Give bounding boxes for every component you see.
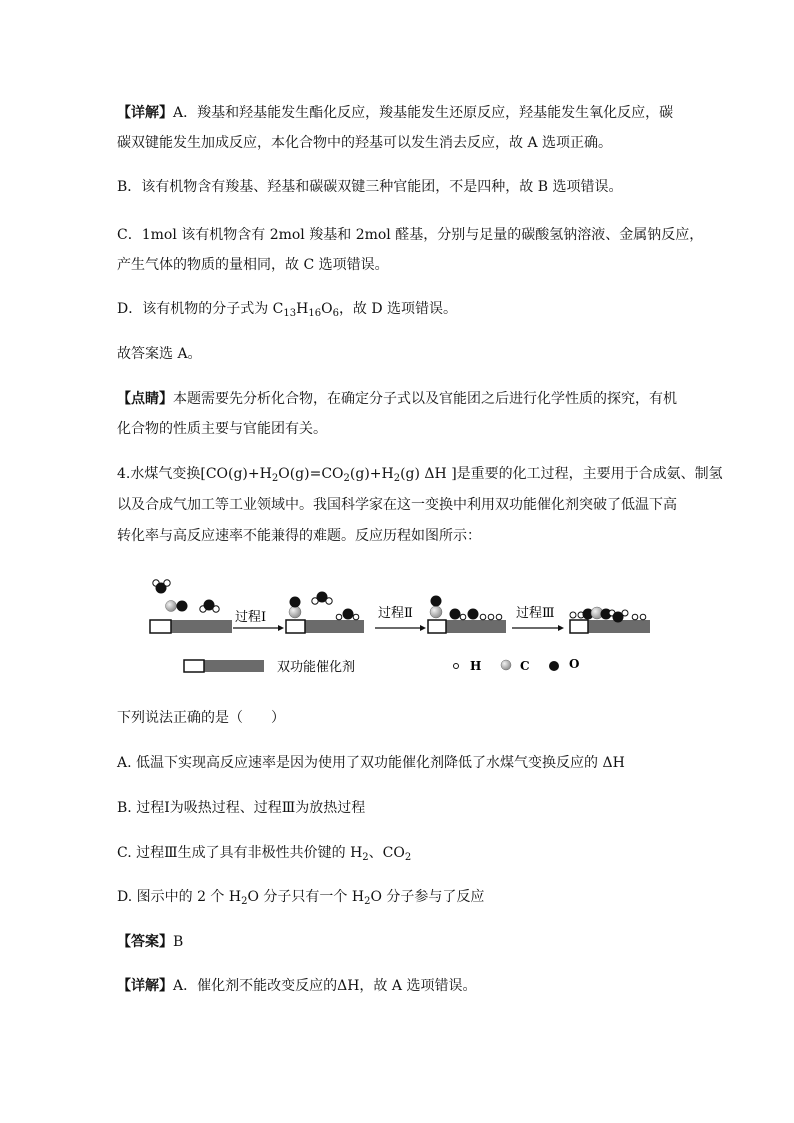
option-b: B. 过程Ⅰ为吸热过程、过程Ⅲ为放热过程 xyxy=(117,800,366,816)
answer-tag: 【答案】 xyxy=(117,934,173,950)
answer-summary: 故答案选 A。 xyxy=(117,346,202,362)
legend-h-label: H xyxy=(470,659,482,673)
option-d: D. 图示中的 2 个 $H_2O$ 分子只有一个 $H_2O$ 分子参与了反应 xyxy=(117,889,485,907)
detail-b-line: 【详解】A．催化剂不能改变反应的ΔH，故 A 选项错误。 xyxy=(117,978,477,994)
option-c-analysis-line-2: 产生气体的物质的量相同，故 C 选项错误。 xyxy=(117,257,389,273)
water-molecule xyxy=(153,580,170,594)
legend-catalyst-label: 双功能催化剂 xyxy=(277,660,356,675)
stage-1 xyxy=(150,580,232,633)
stage-4 xyxy=(570,607,650,633)
option-a: A. 低温下实现高反应速率是因为使用了双功能催化剂降低了水煤气变换反应的 ΔH xyxy=(117,755,625,771)
reaction-mechanism-diagram xyxy=(140,574,660,678)
option-c-analysis-line-1: C．1mol 该有机物含有 2mol 羧基和 2mol 醛基，分别与足量的碳酸氢钠溶液、金属钠反应， xyxy=(117,227,704,243)
detail-a-line-2: 碳双键能发生加成反应，本化合物中的羟基可以发生消去反应，故 A 选项正确。 xyxy=(117,135,613,151)
water-molecule xyxy=(312,592,332,605)
question-4-line-3: 转化率与高反应速率不能兼得的难题。反应历程如图所示： xyxy=(117,528,481,544)
option-c: C. 过程Ⅲ生成了具有非极性共价键的 $H_2$、$CO_2$ xyxy=(117,845,412,863)
co-molecule xyxy=(166,601,188,612)
comment-line-1: 【点睛】本题需要先分析化合物，在确定分子式以及官能团之后进行化学性质的探究，有机 xyxy=(117,391,677,407)
legend-o-swatch xyxy=(549,661,559,671)
question-4-line-1: 4.水煤气变换[$CO(g)+H_2O(g)=CO_2(g)+H_2(g)$ ΔH ]是重要的化工过程，主要用于合成氨、制氢 xyxy=(117,466,723,484)
legend-o-label: O xyxy=(569,657,580,671)
process-3-label: 过程Ⅲ xyxy=(516,606,555,621)
comment-line-2: 化合物的性质主要与官能团有关。 xyxy=(117,421,327,437)
answer-line xyxy=(117,933,183,951)
legend xyxy=(184,657,579,675)
detail-tag: 【详解】 xyxy=(117,105,173,121)
detail-a-line-1: 【详解】A．羧基和羟基能发生酯化反应，羧基能发生还原反应，羟基能发生氧化反应，碳 xyxy=(117,105,674,121)
comment-tag: 【点睛】 xyxy=(117,391,173,407)
stage-3 xyxy=(428,596,506,634)
legend-c-label: C xyxy=(520,659,530,673)
process-2-label: 过程Ⅱ xyxy=(378,606,413,621)
answer-value: B xyxy=(173,934,184,950)
detail-tag: 【详解】 xyxy=(117,978,173,994)
legend-c-swatch xyxy=(501,660,511,670)
option-d-analysis: D．该有机物的分子式为 $C_{13}H_{16}O_6$，故 D 选项错误。 xyxy=(117,301,458,319)
water-molecule xyxy=(200,600,219,613)
option-b-analysis: B．该有机物含有羧基、羟基和碳碳双键三种官能团，不是四种，故 B 选项错误。 xyxy=(117,179,623,195)
question-prompt: 下列说法正确的是（ ） xyxy=(117,710,285,726)
question-4-line-2: 以及合成气加工等工业领域中。我国科学家在这一变换中利用双功能催化剂突破了低温下高 xyxy=(117,497,677,513)
legend-h-swatch xyxy=(454,664,459,669)
stage-2 xyxy=(286,592,364,634)
process-1-label: 过程Ⅰ xyxy=(235,610,267,625)
